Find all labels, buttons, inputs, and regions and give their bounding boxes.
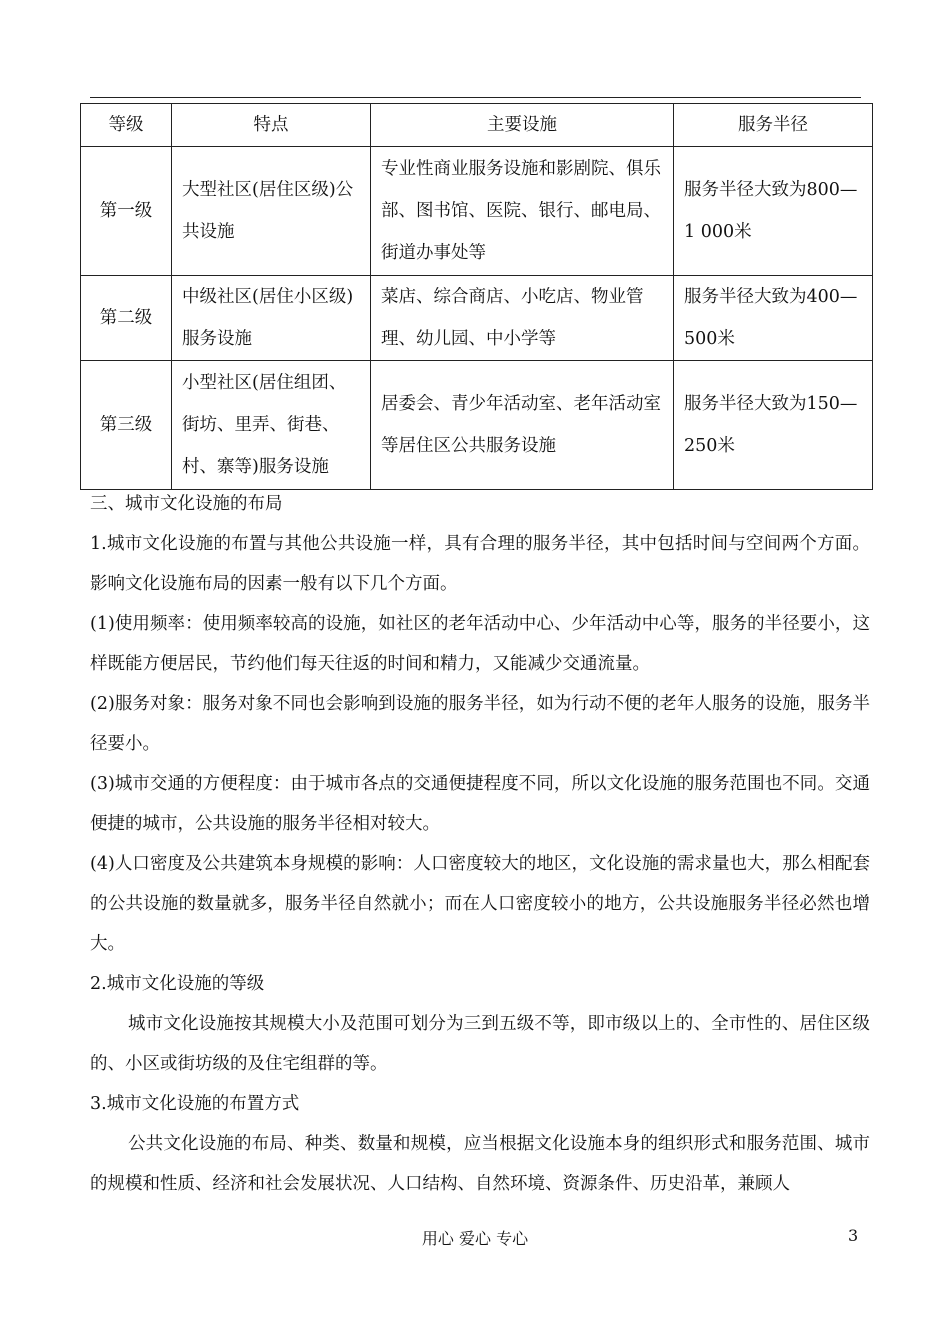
header-facilities: 主要设施	[371, 104, 674, 147]
page-number: 3	[848, 1226, 859, 1245]
header-rule	[90, 97, 861, 98]
paragraph: (3)城市交通的方便程度：由于城市各点的交通便捷程度不同，所以文化设施的服务范围也不同。交通便捷的城市，公共设施的服务半径相对较大。	[90, 774, 870, 834]
paragraph: 公共文化设施的布局、种类、数量和规模，应当根据文化设施本身的组织形式和服务范围、城市的规模和性质、经济和社会发展状况、人口结构、自然环境、资源条件、历史沿革，兼顾人	[90, 1134, 870, 1194]
table-row	[81, 276, 873, 361]
feature-cell: 大型社区(居住区级)公共设施	[172, 147, 371, 276]
table-row	[81, 361, 873, 490]
paragraph: 城市文化设施按其规模大小及范围可划分为三到五级不等，即市级以上的、全市性的、居住区级的、小区或街坊级的及住宅组群的等。	[90, 1014, 870, 1074]
facilities-cell: 居委会、青少年活动室、老年活动室等居住区公共服务设施	[371, 361, 674, 490]
radius-cell: 服务半径大致为800—1 000米	[674, 147, 873, 276]
footer-text: 用心 爱心 专心	[421, 1229, 529, 1248]
paragraph: (2)服务对象：服务对象不同也会影响到设施的服务半径，如为行动不便的老年人服务的设施，服务半径要小。	[90, 694, 870, 754]
subheading: 2.城市文化设施的等级	[90, 974, 265, 994]
paragraph: (1)使用频率：使用频率较高的设施，如社区的老年活动中心、少年活动中心等，服务的半径要小，这样既能方便居民，节约他们每天往返的时间和精力，又能减少交通流量。	[90, 614, 870, 674]
body-text	[90, 484, 870, 1204]
table-row	[81, 147, 873, 276]
section-heading: 三、城市文化设施的布局	[90, 494, 283, 514]
header-feature: 特点	[172, 104, 371, 147]
facility-level-table	[80, 103, 873, 490]
radius-cell: 服务半径大致为150—250米	[674, 361, 873, 490]
radius-cell: 服务半径大致为400—500米	[674, 276, 873, 361]
level-cell: 第一级	[81, 147, 172, 276]
feature-cell: 小型社区(居住组团、街坊、里弄、街巷、村、寨等)服务设施	[172, 361, 371, 490]
table-header-row	[81, 104, 873, 147]
header-radius: 服务半径	[674, 104, 873, 147]
paragraph: 1.城市文化设施的布置与其他公共设施一样，具有合理的服务半径，其中包括时间与空间两个方面。影响文化设施布局的因素一般有以下几个方面。	[90, 534, 870, 594]
level-cell: 第三级	[81, 361, 172, 490]
facilities-cell: 专业性商业服务设施和影剧院、俱乐部、图书馆、医院、银行、邮电局、街道办事处等	[371, 147, 674, 276]
paragraph: (4)人口密度及公共建筑本身规模的影响：人口密度较大的地区，文化设施的需求量也大，那么相配套的公共设施的数量就多，服务半径自然就小；而在人口密度较小的地方，公共设施服务半径必然也增大。	[90, 854, 870, 954]
level-cell: 第二级	[81, 276, 172, 361]
subheading: 3.城市文化设施的布置方式	[90, 1094, 300, 1114]
facilities-cell: 菜店、综合商店、小吃店、物业管理、幼儿园、中小学等	[371, 276, 674, 361]
header-level: 等级	[81, 104, 172, 147]
feature-cell: 中级社区(居住小区级)服务设施	[172, 276, 371, 361]
